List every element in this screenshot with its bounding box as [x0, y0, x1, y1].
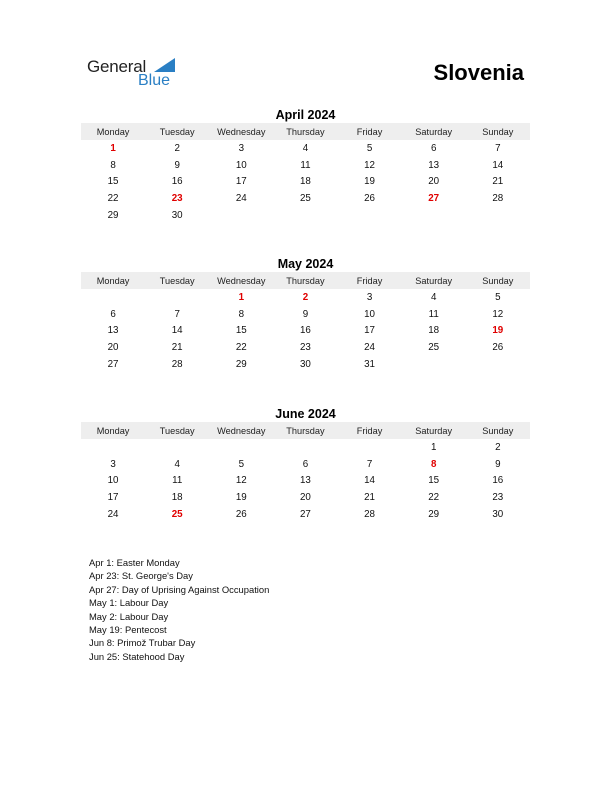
holiday-day-cell: 2 [302, 291, 309, 303]
day-cell: 30 [171, 210, 183, 222]
weekday-label: Thursday [286, 126, 325, 137]
day-cell: 22 [235, 342, 247, 354]
week-row [81, 174, 530, 191]
day-cell: 30 [492, 509, 504, 521]
day-cell: 6 [110, 308, 116, 320]
day-cell: 10 [107, 475, 119, 487]
month-title: May 2024 [277, 257, 334, 271]
week-row [81, 323, 530, 340]
day-cell: 21 [171, 342, 183, 354]
day-cell: 17 [364, 325, 376, 337]
day-cell: 25 [299, 193, 311, 205]
holiday-list-item: May 19: Pentecost [89, 624, 167, 636]
day-cell: 27 [107, 359, 119, 371]
day-cell: 28 [171, 359, 183, 371]
day-cell: 20 [428, 176, 440, 188]
day-cell: 5 [238, 458, 245, 470]
day-cell: 23 [299, 342, 311, 354]
day-cell: 19 [235, 492, 247, 504]
day-cell: 29 [235, 359, 247, 371]
week-row [81, 157, 530, 174]
day-cell: 30 [299, 359, 311, 371]
holiday-list-item: Apr 1: Easter Monday [89, 557, 180, 568]
holiday-list-item: May 1: Labour Day [89, 597, 169, 609]
day-cell: 16 [171, 176, 183, 188]
week-row [81, 506, 530, 523]
day-cell: 2 [495, 441, 501, 453]
day-cell: 13 [107, 325, 119, 337]
day-cell: 19 [364, 176, 376, 188]
day-cell: 4 [174, 458, 180, 470]
day-cell: 3 [110, 458, 116, 470]
logo-general-text: General [87, 57, 147, 76]
day-cell: 22 [428, 492, 440, 504]
holiday-day-cell: 25 [171, 509, 183, 521]
week-row [81, 306, 530, 323]
day-cell: 15 [235, 325, 247, 337]
day-cell: 26 [235, 509, 247, 521]
day-cell: 2 [174, 142, 180, 154]
week-row [81, 289, 530, 306]
day-cell: 5 [495, 291, 501, 303]
weekday-label: Friday [356, 275, 383, 286]
week-row [81, 473, 530, 490]
day-cell: 16 [299, 325, 311, 337]
day-cell: 7 [174, 308, 180, 320]
day-cell: 20 [299, 492, 311, 504]
day-cell: 9 [302, 308, 309, 320]
day-cell: 8 [110, 159, 116, 171]
weekday-label: Sunday [482, 126, 514, 137]
weekday-header-row [81, 123, 530, 140]
day-cell: 11 [300, 159, 311, 171]
holiday-day-cell: 1 [238, 291, 245, 303]
holiday-list-item: Jun 25: Statehood Day [89, 650, 185, 662]
day-cell: 13 [299, 475, 311, 487]
day-cell: 4 [430, 291, 437, 303]
day-cell: 28 [364, 509, 376, 521]
day-cell: 17 [107, 492, 119, 504]
logo-blue-text: Blue [138, 72, 171, 89]
day-cell: 21 [492, 176, 504, 188]
day-cell: 4 [302, 142, 309, 154]
day-cell: 12 [364, 159, 376, 171]
weekday-label: Tuesday [159, 126, 195, 137]
day-cell: 25 [428, 342, 440, 354]
day-cell: 14 [492, 159, 504, 171]
holiday-list-item: Jun 8: Primož Trubar Day [89, 637, 196, 649]
day-cell: 10 [364, 308, 376, 320]
holiday-list [89, 556, 269, 663]
day-cell: 24 [364, 342, 376, 354]
weekday-label: Saturday [415, 425, 453, 436]
calendar-month-april [81, 107, 530, 224]
day-cell: 10 [235, 159, 247, 171]
day-cell: 11 [172, 475, 183, 487]
day-cell: 18 [299, 176, 311, 188]
weekday-label: Monday [96, 425, 130, 436]
week-row [81, 356, 530, 373]
day-cell: 16 [492, 475, 504, 487]
weekday-label: Friday [356, 425, 383, 436]
week-row [81, 339, 530, 356]
day-cell: 3 [366, 291, 373, 303]
day-cell: 11 [428, 308, 439, 320]
day-cell: 6 [302, 458, 309, 470]
weekday-label: Thursday [286, 275, 325, 286]
day-cell: 29 [107, 210, 119, 222]
day-cell: 7 [366, 458, 373, 470]
month-title: June 2024 [275, 407, 336, 421]
day-cell: 23 [492, 492, 504, 504]
calendar-month-june [81, 406, 530, 523]
weekday-label: Saturday [415, 275, 453, 286]
day-cell: 26 [492, 342, 504, 354]
holiday-list-item: May 2: Labour Day [89, 610, 169, 622]
day-cell: 27 [299, 509, 311, 521]
day-cell: 24 [235, 193, 247, 205]
day-cell: 29 [428, 509, 440, 521]
weekday-header-row [81, 422, 530, 439]
holiday-day-cell: 8 [430, 458, 437, 470]
day-cell: 1 [430, 441, 437, 453]
holiday-day-cell: 23 [171, 193, 183, 205]
day-cell: 18 [428, 325, 440, 337]
day-cell: 17 [235, 176, 247, 188]
week-row [81, 489, 530, 506]
day-cell: 18 [171, 492, 183, 504]
day-cell: 14 [171, 325, 183, 337]
day-cell: 13 [428, 159, 440, 171]
day-cell: 31 [364, 359, 376, 371]
week-row [81, 207, 530, 224]
weekday-label: Friday [356, 126, 383, 137]
week-row [81, 439, 530, 456]
day-cell: 5 [366, 142, 373, 154]
holiday-day-cell: 19 [492, 325, 504, 337]
weekday-label: Sunday [482, 275, 514, 286]
day-cell: 12 [492, 308, 504, 320]
country-title: Slovenia [433, 60, 524, 85]
holiday-day-cell: 27 [428, 193, 440, 205]
day-cell: 26 [364, 193, 376, 205]
day-cell: 8 [238, 308, 245, 320]
day-cell: 14 [364, 475, 376, 487]
day-cell: 22 [107, 193, 119, 205]
day-cell: 28 [492, 193, 504, 205]
logo [87, 57, 187, 93]
weekday-label: Sunday [482, 425, 514, 436]
weekday-label: Monday [96, 275, 130, 286]
logo-triangle-icon [154, 58, 175, 72]
holiday-list-item: Apr 27: Day of Uprising Against Occupation [89, 583, 270, 595]
holiday-day-cell: 1 [110, 142, 116, 154]
month-title: April 2024 [275, 108, 336, 122]
weekday-label: Wednesday [217, 275, 266, 286]
day-cell: 7 [495, 142, 501, 154]
weekday-label: Monday [96, 126, 130, 137]
day-cell: 20 [107, 342, 119, 354]
weekday-label: Thursday [286, 425, 325, 436]
weekday-header-row [81, 272, 530, 289]
week-row [81, 190, 530, 207]
weekday-label: Wednesday [217, 425, 266, 436]
day-cell: 15 [107, 176, 119, 188]
week-row [81, 456, 530, 473]
day-cell: 15 [428, 475, 440, 487]
holiday-list-item: Apr 23: St. George's Day [89, 570, 193, 582]
day-cell: 9 [495, 458, 501, 470]
calendar-month-may [81, 256, 530, 373]
day-cell: 3 [238, 142, 245, 154]
weekday-label: Saturday [415, 126, 453, 137]
week-row [81, 140, 530, 157]
day-cell: 6 [430, 142, 437, 154]
weekday-label: Tuesday [159, 425, 195, 436]
day-cell: 9 [174, 159, 180, 171]
day-cell: 24 [107, 509, 119, 521]
weekday-label: Wednesday [217, 126, 266, 137]
day-cell: 12 [235, 475, 247, 487]
weekday-label: Tuesday [159, 275, 195, 286]
day-cell: 21 [364, 492, 376, 504]
